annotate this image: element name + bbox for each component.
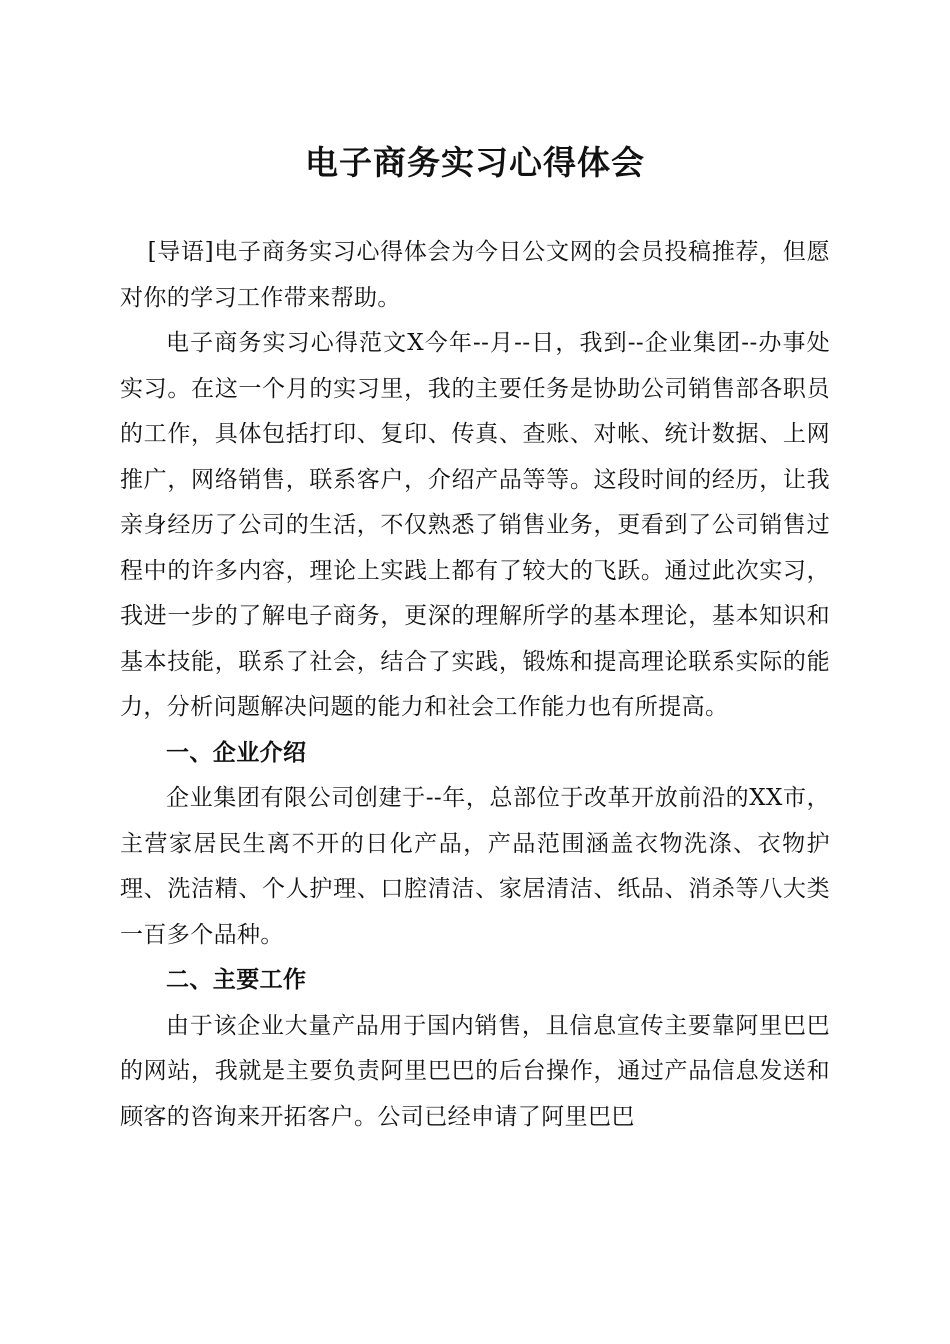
- essay-paragraph: 电子商务实习心得范文X今年--月--日，我到--企业集团--办事处实习。在这一个月的实习里，我的主要任务是协助公司销售部各职员的工作，具体包括打印、复印、传真、查账、对帐、统计数据、上网推广，网络销售，联系客户，介绍产品等等。这段时间的经历，让我亲身经历了公司的生活，不仅熟悉了销售业务，更看到了公司销售过程中的许多内容，理论上实践上都有了较大的飞跃。通过此次实习，我进一步的了解电子商务，更深的理解所学的基本理论，基本知识和基本技能，联系了社会，结合了实践，锻炼和提高理论联系实际的能力，分析问题解决问题的能力和社会工作能力也有所提高。: [120, 330, 830, 720]
- intro-paragraph: [导语]电子商务实习心得体会为今日公文网的会员投稿推荐，但愿对你的学习工作带来帮助。: [120, 239, 830, 311]
- work-paragraph: 由于该企业大量产品用于国内销售，且信息宣传主要靠阿里巴巴的网站，我就是主要负责阿里巴巴的后台操作，通过产品信息发送和顾客的咨询来开拓客户。公司已经申请了阿里巴巴: [120, 1012, 830, 1130]
- document-body: [120, 230, 830, 1140]
- section-heading-company: 一、企业介绍: [166, 739, 307, 766]
- document-title: 电子商务实习心得体会: [305, 143, 645, 182]
- section-heading-work: 二、主要工作: [166, 967, 307, 993]
- company-paragraph: 企业集团有限公司创建于--年，总部位于改革开放前沿的XX市，主营家居民生离不开的日化产品，产品范围涵盖衣物洗涤、衣物护理、洗洁精、个人护理、口腔清洁、家居清洁、纸品、消杀等八大类一百多个品种。: [120, 785, 830, 948]
